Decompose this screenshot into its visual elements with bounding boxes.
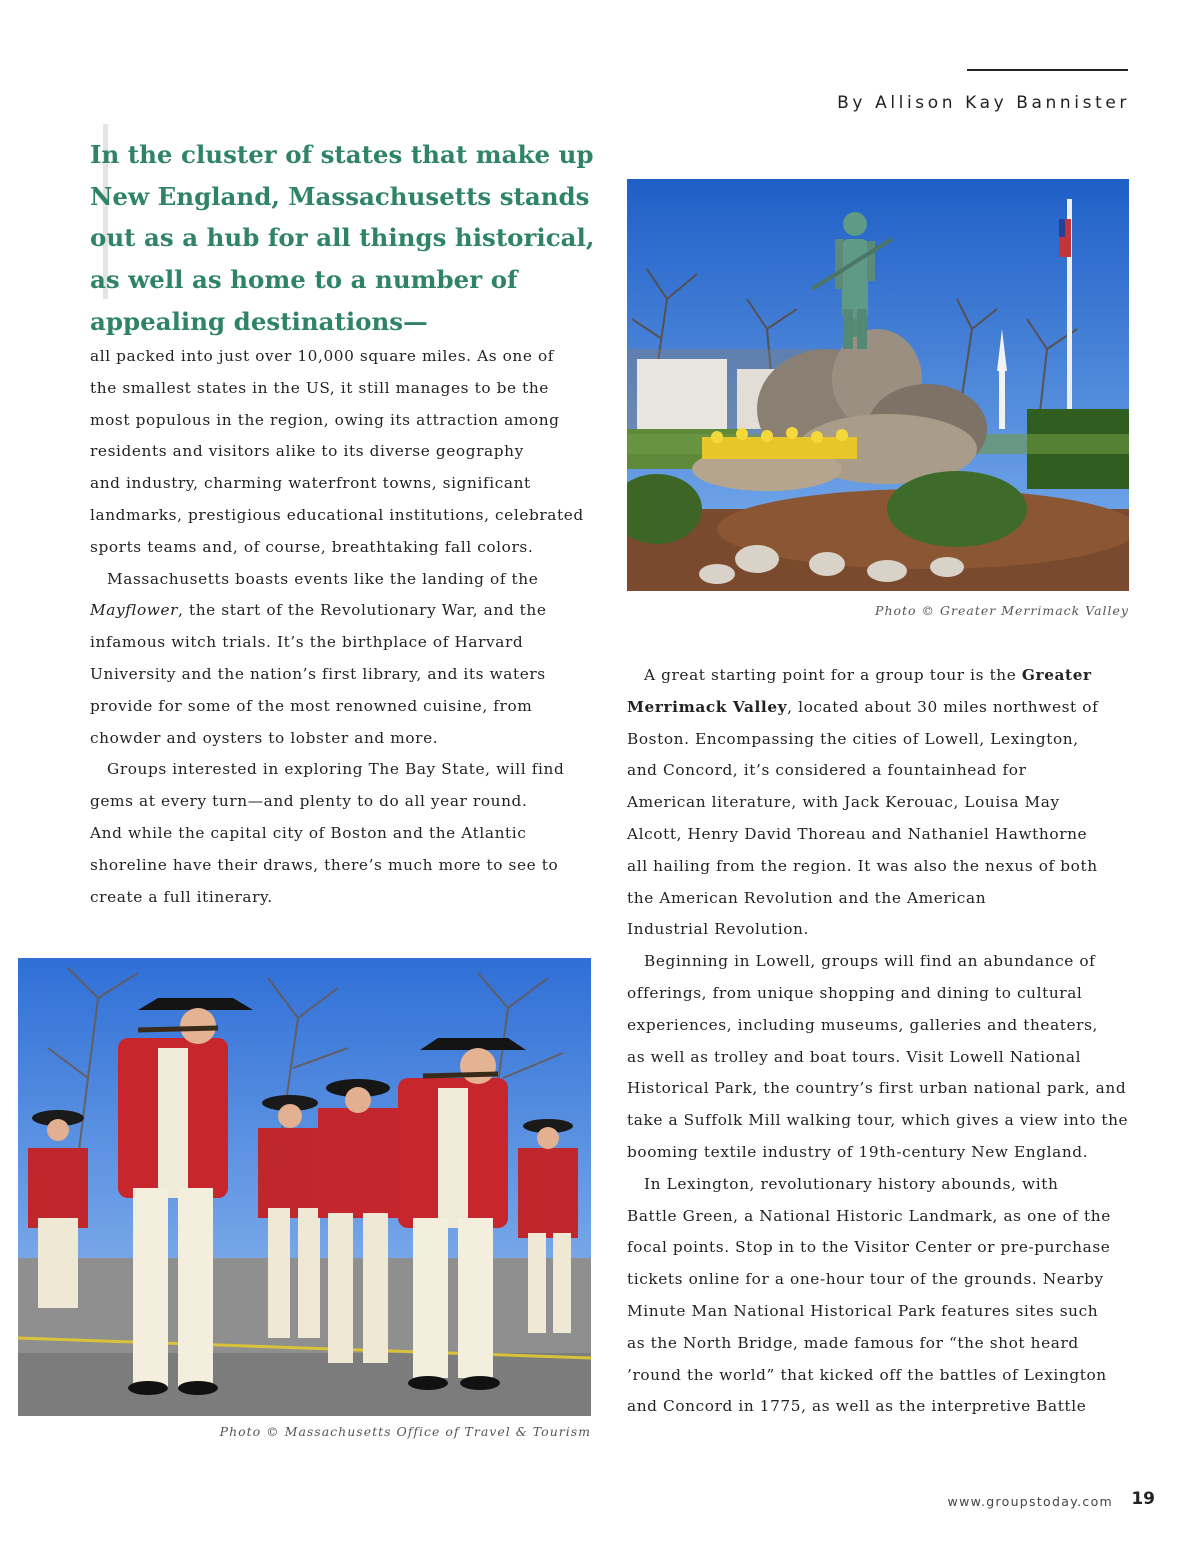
right-paragraph-1 bbox=[627, 660, 1137, 946]
text-line: Beginning in Lowell, groups will find an abundance of bbox=[644, 952, 1096, 971]
text-line: Alcott, Henry David Thoreau and Nathaniel Hawthorne bbox=[627, 824, 1088, 843]
right-paragraph-3 bbox=[627, 1169, 1137, 1423]
text-line: gems at every turn—and plenty to do all year round. bbox=[90, 792, 528, 811]
text-line: shoreline have their draws, there’s much more to see to bbox=[90, 855, 559, 874]
text-line: most populous in the region, owing its attraction among bbox=[90, 410, 560, 429]
text-line: booming textile industry of 19th-century New England. bbox=[627, 1142, 1089, 1161]
left-paragraph-3 bbox=[90, 754, 600, 913]
text-line: and industry, charming waterfront towns, significant bbox=[90, 474, 531, 493]
text-line: infamous witch trials. It’s the birthplace of Harvard bbox=[90, 633, 524, 652]
minuteman-statue-photo bbox=[627, 179, 1129, 591]
text-line: create a full itinerary. bbox=[90, 887, 273, 906]
left-paragraph-1 bbox=[90, 341, 600, 564]
left-paragraph-2 bbox=[90, 564, 600, 755]
lead-paragraph: In the cluster of states that make up New England, Massachusetts stands out as a hub for all things historical, as well as home to a number of appealing destinations— bbox=[90, 140, 595, 336]
text-line: chowder and oysters to lobster and more. bbox=[90, 728, 439, 747]
text-line: landmarks, prestigious educational institutions, celebrated bbox=[90, 505, 584, 524]
text-line: the American Revolution and the American bbox=[627, 888, 987, 907]
text-line: Minute Man National Historical Park features sites such bbox=[627, 1301, 1099, 1320]
minuteman-statue-illustration bbox=[627, 179, 1129, 591]
footer-url: www.groupstoday.com bbox=[947, 1494, 1113, 1509]
text-line: as well as trolley and boat tours. Visit Lowell National bbox=[627, 1047, 1082, 1066]
byline-rule bbox=[967, 69, 1128, 71]
text-line: sports teams and, of course, breathtaking fall colors. bbox=[90, 537, 534, 556]
page-number: 19 bbox=[1131, 1489, 1155, 1509]
text-line: take a Suffolk Mill walking tour, which gives a view into the bbox=[627, 1111, 1129, 1130]
text-line: Mayflower, the start of the Revolutionary War, and the bbox=[90, 601, 547, 620]
text-line: provide for some of the most renowned cuisine, from bbox=[90, 696, 533, 715]
byline: By Allison Kay Bannister bbox=[837, 93, 1130, 113]
text-line: and Concord in 1775, as well as the interpretive Battle bbox=[627, 1397, 1087, 1416]
text-line: Industrial Revolution. bbox=[627, 920, 809, 939]
right-paragraph-2 bbox=[627, 946, 1137, 1169]
right-column bbox=[627, 660, 1137, 1423]
text-line: experiences, including museums, galleries and theaters, bbox=[627, 1015, 1099, 1034]
left-column bbox=[90, 341, 600, 913]
text-line: the smallest states in the US, it still manages to be the bbox=[90, 378, 549, 397]
text-line: Merrimack Valley, located about 30 miles northwest of bbox=[627, 697, 1099, 716]
text-line: as the North Bridge, made famous for “the shot heard bbox=[627, 1333, 1079, 1352]
text-line: all hailing from the region. It was also the nexus of both bbox=[627, 856, 1098, 875]
text-line: all packed into just over 10,000 square miles. As one of bbox=[90, 347, 555, 365]
text-line: Battle Green, a National Historic Landmark, as one of the bbox=[627, 1206, 1111, 1225]
text-line: focal points. Stop in to the Visitor Center or pre-purchase bbox=[627, 1238, 1111, 1257]
fife-photo-caption: Photo © Massachusetts Office of Travel & Tourism bbox=[219, 1424, 591, 1439]
text-line: Groups interested in exploring The Bay State, will find bbox=[107, 760, 565, 779]
text-line: Historical Park, the country’s first urban national park, and bbox=[627, 1079, 1127, 1098]
text-line: tickets online for a one-hour tour of the grounds. Nearby bbox=[627, 1270, 1104, 1289]
text-line: offerings, from unique shopping and dining to cultural bbox=[627, 983, 1083, 1002]
text-line: And while the capital city of Boston and the Atlantic bbox=[90, 823, 527, 842]
fife-and-drum-corps-photo bbox=[18, 958, 591, 1416]
text-line: ’round the world” that kicked off the battles of Lexington bbox=[627, 1365, 1107, 1384]
text-line: and Concord, it’s considered a fountainhead for bbox=[627, 761, 1027, 780]
minuteman-photo-caption: Photo © Greater Merrimack Valley bbox=[875, 603, 1129, 618]
fife-and-drum-corps-illustration bbox=[18, 958, 591, 1416]
text-line: Boston. Encompassing the cities of Lowell, Lexington, bbox=[627, 729, 1079, 748]
text-line: University and the nation’s first library, and its waters bbox=[90, 664, 546, 683]
text-line: residents and visitors alike to its diverse geography bbox=[90, 442, 524, 461]
text-line: American literature, with Jack Kerouac, Louisa May bbox=[627, 793, 1060, 812]
text-line: Massachusetts boasts events like the landing of the bbox=[107, 569, 539, 588]
text-line: A great starting point for a group tour is the Greater bbox=[644, 666, 1092, 684]
text-line: In Lexington, revolutionary history abounds, with bbox=[644, 1174, 1059, 1193]
